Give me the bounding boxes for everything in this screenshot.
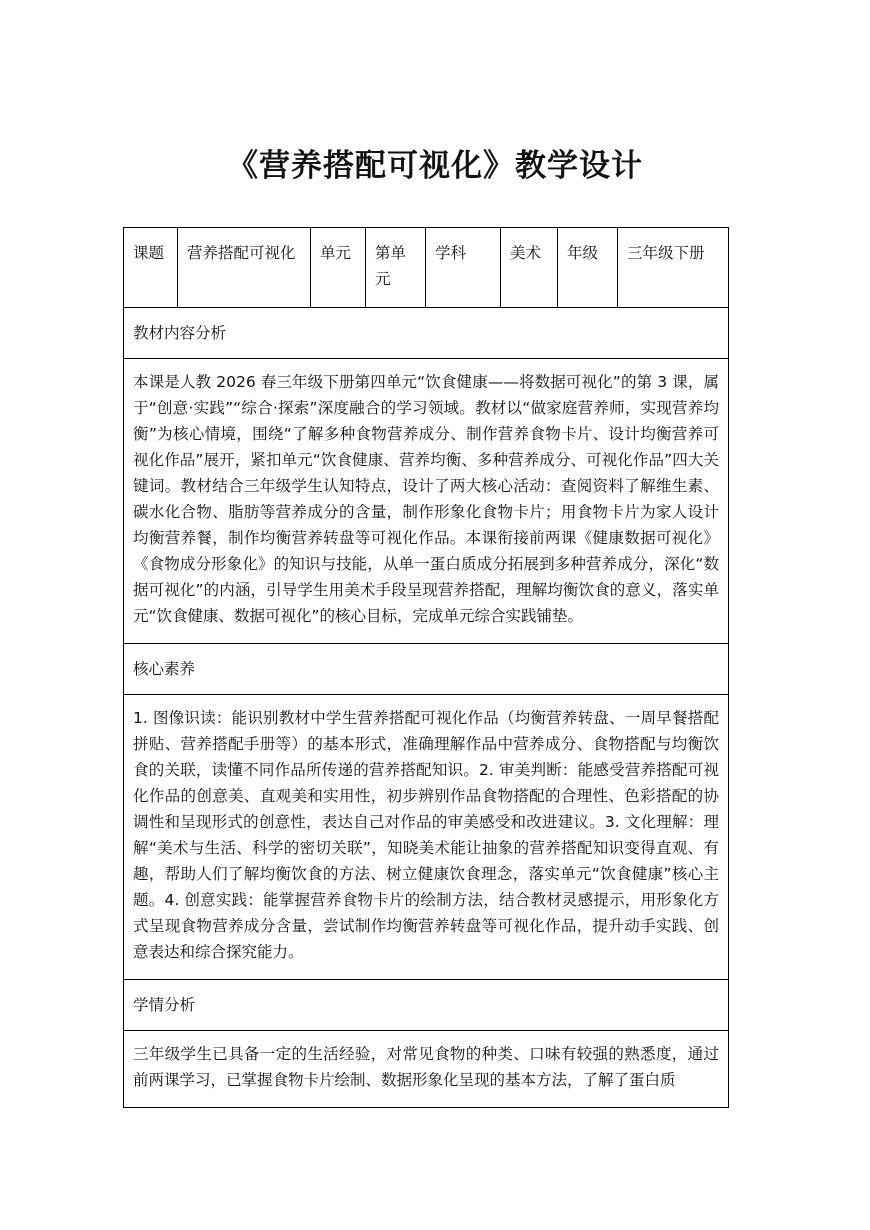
section-content-row [124, 359, 729, 644]
lesson-label: 课题 [124, 228, 178, 308]
lesson-plan-table [123, 227, 729, 1108]
section-heading-row [124, 308, 729, 359]
section-heading-row [124, 980, 729, 1031]
unit-label: 单元 [311, 228, 366, 308]
subject-value: 美术 [501, 228, 558, 308]
grade-label: 年级 [558, 228, 618, 308]
document-title: 《营养搭配可视化》教学设计 [227, 148, 643, 184]
info-row [124, 228, 729, 308]
grade-value: 三年级下册 [618, 228, 729, 308]
section-heading-row [124, 644, 729, 695]
lesson-value: 营养搭配可视化 [178, 228, 311, 308]
section-heading-material-analysis: 教材内容分析 [124, 308, 729, 359]
section-heading-learner-analysis: 学情分析 [124, 980, 729, 1031]
section-content-core-literacy: 1. 图像识读：能识别教材中学生营养搭配可视化作品（均衡营养转盘、一周早餐搭配拼贴、营养搭配手册等）的基本形式，准确理解作品中营养成分、食物搭配与均衡饮食的关联，读懂不同作品所传递的营养搭配知识。2. 审美判断：能感受营养搭配可视化作品的创意美、直观美和实用性，初步辨别作品食物搭配的合理性、色彩搭配的协调性和呈现形式的创意性，表达自己对作品的审美感受和改进建议。3. 文化理解：理解“美术与生活、科学的密切关联”，知晓美术能让抽象的营养搭配知识变得直观、有趣，帮助人们了解均衡饮食的方法、树立健康饮食理念，落实单元“饮食健康”核心主题。4. 创意实践：能掌握营养食物卡片的绘制方法，结合教材灵感提示，用形象化方式呈现食物营养成分含量，尝试制作均衡营养转盘等可视化作品，提升动手实践、创意表达和综合探究能力。 [124, 695, 729, 980]
section-content-material-analysis: 本课是人教 2026 春三年级下册第四单元“饮食健康——将数据可视化”的第 3 课，属于“创意·实践”“综合·探索”深度融合的学习领域。教材以“做家庭营养师，实现营养均衡”为核心情境，围绕“了解多种食物营养成分、制作营养食物卡片、设计均衡营养可视化作品”展开，紧扣单元“饮食健康、营养均衡、多种营养成分、可视化作品”四大关键词。教材结合三年级学生认知特点，设计了两大核心活动：查阅资料了解维生素、碳水化合物、脂肪等营养成分的含量，制作形象化食物卡片；用食物卡片为家人设计均衡营养餐，制作均衡营养转盘等可视化作品。本课衔接前两课《健康数据可视化》《食物成分形象化》的知识与技能，从单一蛋白质成分拓展到多种营养成分，深化“数据可视化”的内涵，引导学生用美术手段呈现营养搭配，理解均衡饮食的意义，落实单元“饮食健康、数据可视化”的核心目标，完成单元综合实践铺垫。 [124, 359, 729, 644]
section-content-row [124, 695, 729, 980]
section-content-learner-analysis: 三年级学生已具备一定的生活经验，对常见食物的种类、口味有较强的熟悉度，通过前两课学习，已掌握食物卡片绘制、数据形象化呈现的基本方法，了解了蛋白质 [124, 1031, 729, 1108]
section-heading-core-literacy: 核心素养 [124, 644, 729, 695]
unit-value: 第单元 [366, 228, 426, 308]
subject-label: 学科 [426, 228, 501, 308]
section-content-row [124, 1031, 729, 1108]
